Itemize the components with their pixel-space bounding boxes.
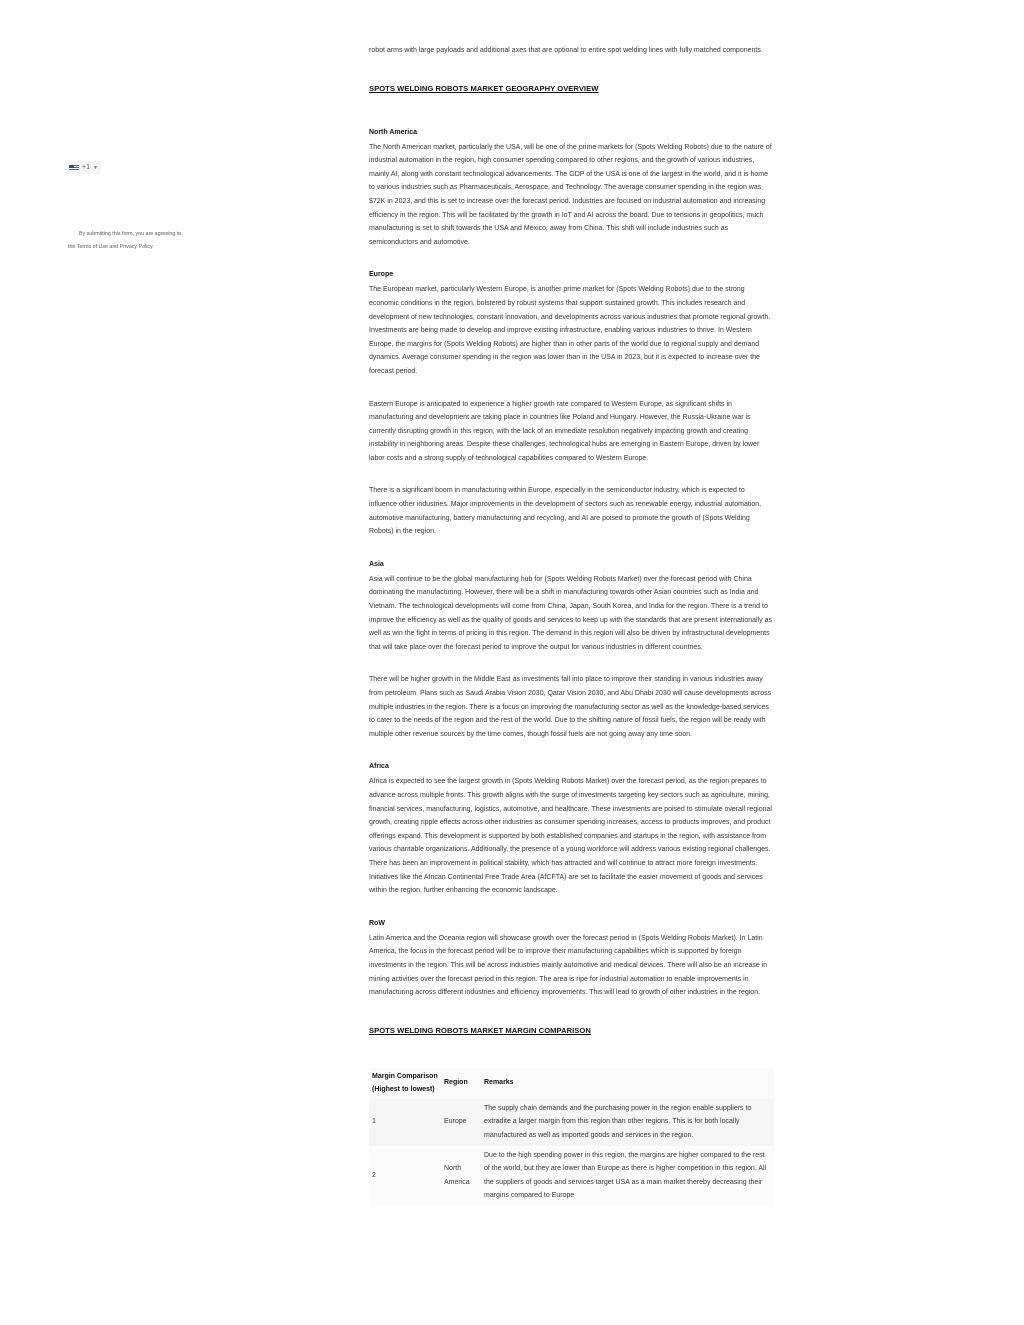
column-header-region: Region (441, 1068, 481, 1099)
column-header-rank: Margin Comparison (Highest to lowest) (369, 1068, 441, 1099)
phone-country-code: +1 (82, 164, 90, 171)
region-title: Africa (369, 763, 389, 771)
region-title: North America (369, 128, 417, 136)
chevron-down-icon: ▼ (92, 164, 98, 171)
region-paragraph: There is a significant boom in manufacturing within Europe, especially in the semiconductor industry, which is expected to influence other industries. Major improvements in the development of sectors such as renewable energy, industrial automation, automotive manufacturing, battery manufacturing and recycling, and AI are poised to promote the growth of (Spots Welding Robots) in the region. (369, 487, 762, 536)
cell-rank: 2 (369, 1146, 441, 1206)
margin-heading: SPOTS WELDING ROBOTS MARKET MARGIN COMPARISON (369, 1025, 591, 1035)
us-flag-icon (69, 165, 79, 171)
region-row (369, 917, 774, 1000)
region-paragraph: Asia will continue to be the global manufacturing hub for (Spots Welding Robots Market) over the forecast period with China dominating the manufacturing. However, there will be a shift in manufacturing towards other Asian countries such as India and Vietnam. The technological developments will come from China, Japan, South Korea, and India for the region. There is a trend to improve the efficiency as well as the quality of goods and services to keep up with the standards that are present internationally as well as win the fight in terms of pricing in this region. The demand in this region will also be driven by infrastructural developments that will take place over the forecast period to improve the output for various industries in different countries. (369, 575, 772, 651)
region-title: RoW (369, 919, 385, 927)
region-north-america (369, 126, 774, 250)
table-row (369, 1146, 774, 1206)
table-row (369, 1099, 774, 1146)
region-asia (369, 558, 774, 742)
region-europe (369, 268, 774, 539)
cell-rank: 1 (369, 1099, 441, 1146)
column-header-remarks: Remarks (481, 1068, 774, 1099)
consent-line-2[interactable]: the Terms of Use and Privacy Policy. (68, 244, 154, 250)
region-paragraph: Africa is expected to see the largest growth in (Spots Welding Robots Market) over the forecast period, as the region prepares to advance across multiple fronts. This growth aligns with the surge of investments targeting key sectors such as agriculture, mining, financial services, manufacturing, logistics, automotive, and healthcare. These investments are poised to stimulate overall regional growth, creating ripple effects across other industries as consumer spending increases, access to products improves, and product offerings expand. This development is supported by both established companies and startups in the region, with assistance from various charitable organizations. Additionally, the presence of a young workforce will address various existing regional challenges. There has been an improvement in political stability, which has attracted and will continue to attract more foreign investments. Initiatives like the African Continental Free Trade Area (AfCFTA) are set to facilitate the easier movement of goods and services within the region, further enhancing the economic landscape. (369, 778, 772, 895)
cell-remarks: Due to the high spending power in this region, the margins are higher compared to the rest of the world, but they are lower than Europe as there is higher competition in this region. All the suppliers of goods and services target USA as a main market thereby decreasing their margins compared to Europe (481, 1146, 774, 1206)
region-title: Asia (369, 560, 384, 568)
region-paragraph: There will be higher growth in the Middle East as investments fall into place to improve their standing in various industries away from petroleum. Plans such as Saudi Arabia Vision 2030, Qatar Vision 2030, and Abu Dhabi 2030 will cause developments across multiple industries in the region. There is a focus on improving the manufacturing sector as well as the knowledge-based services to cater to the needs of the region and the rest of the world. Due to the shifting nature of fossil fuels, the region will be ready with multiple other revenue sources by the time comes, though fossil fuels are not going away any time soon. (369, 676, 772, 738)
region-africa (369, 760, 774, 897)
region-paragraph: Latin America and the Oceania region will showcase growth over the forecast period in (Spots Welding Robots Market). In Latin America, the focus in the forecast period will be to improve their manufacturing capabilities which is supported by foreign investments in the region. This will be across industries mainly automotive and medical devices. There will also be an increase in mining activities over the forecast period in this region. The area is ripe for industrial automation to enable improvements in manufacturing across different industries and efficiency improvements. This will lead to growth of other industries in the region. (369, 934, 768, 997)
phone-country-selector[interactable] (66, 161, 101, 174)
region-title: Europe (369, 271, 394, 279)
form-consent-text (68, 228, 198, 254)
consent-line-1: By submitting this form, you are agreeing to (79, 231, 182, 237)
table-header-row (369, 1068, 774, 1099)
cell-region: North America (441, 1146, 481, 1206)
region-paragraph: Eastern Europe is anticipated to experience a higher growth rate compared to Western Europe, as significant shifts in manufacturing and development are taking place in countries like Poland and Hungary. However, the Russia-Ukraine war is currently disrupting growth in this region, with the lack of an immediate resolution negatively impacting growth and creating instability in neighboring areas. Despite these challenges, technological hubs are emerging in Eastern Europe, driven by lower labor costs and a strong supply of technological capabilities compared to Western Europe. (369, 400, 760, 462)
article-content (369, 44, 774, 1206)
region-paragraph: The European market, particularly Western Europe, is another prime market for (Spots Welding Robots) due to the strong economic conditions in the region, bolstered by robust systems that support sustained growth. This includes research and development of new technologies, constant innovation, and developments across various industries that promote regional growth. Investments are being made to develop and improve existing infrastructure, enabling various industries to thrive. In Western Europe, the margins for (Spots Welding Robots) are higher than in other parts of the world due to regional supply and demand dynamics. Average consumer spending in the region was lower than in the USA in 2023, but it is expected to increase over the forecast period. (369, 286, 771, 375)
intro-continuation: robot arms with large payloads and additional axes that are optional to entire spot welding lines with fully matched components. (369, 47, 763, 54)
lead-form-sidebar (0, 0, 300, 1325)
geography-heading: SPOTS WELDING ROBOTS MARKET GEOGRAPHY OVERVIEW (369, 83, 599, 93)
margin-comparison-table (369, 1068, 774, 1206)
region-paragraph: The North American market, particularly the USA, will be one of the prime markets for (Spots Welding Robots) due to the nature of industrial automation in the region, high consumer spending compared to other regions, and the growth of various industries, mainly AI, along with constant technological advancements. The GDP of the USA is one of the largest in the world, and it is home to various industries such as Pharmaceuticals, Aerospace, and Technology. The average consumer spending in the region was $72K in 2023, and this is set to increase over the forecast period. Industries are focused on industrial automation and increasing efficiency in the region. This will be facilitated by the growth in IoT and AI across the board. Due to tensions in geopolitics, much manufacturing is set to shift towards the USA and Mexico, away from China. This shift will include industries such as semiconductors and automotive. (369, 143, 772, 246)
cell-region: Europe (441, 1099, 481, 1146)
cell-remarks: The supply chain demands and the purchasing power in the region enable suppliers to extradite a larger margin from this region than other regions. This is for both locally manufactured as well as imported goods and services in the region. (481, 1099, 774, 1146)
